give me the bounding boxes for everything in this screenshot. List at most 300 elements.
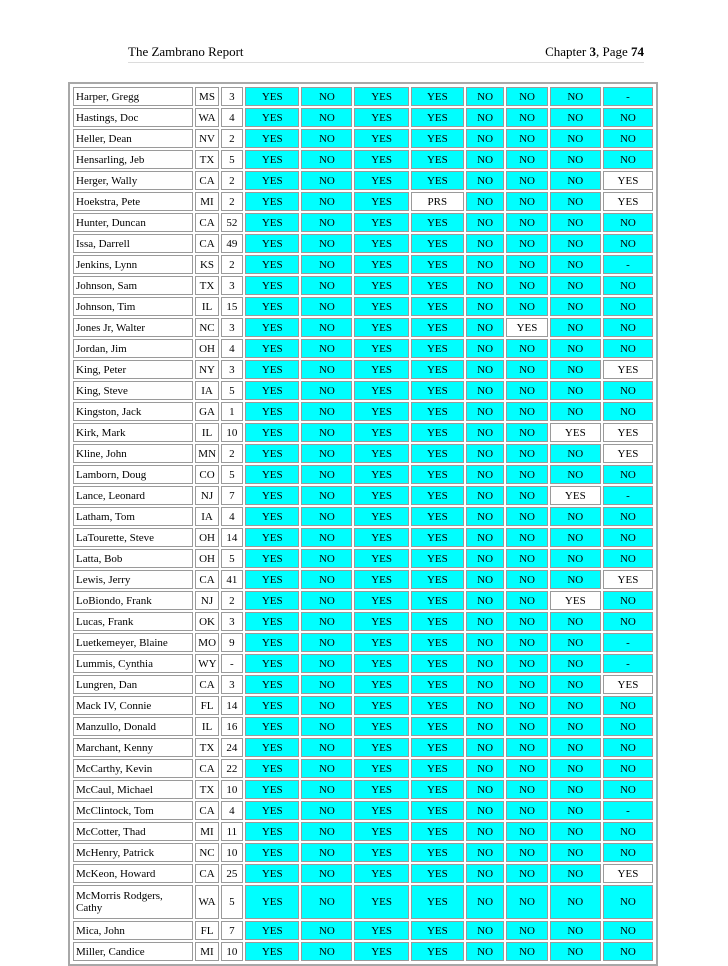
vote-cell: NO	[506, 696, 548, 715]
vote-cell: NO	[301, 675, 352, 694]
vote-cell: NO	[466, 486, 504, 505]
district-cell: 24	[221, 738, 243, 757]
vote-cell: YES	[411, 381, 464, 400]
vote-cell: YES	[354, 822, 408, 841]
member-name-cell: Lamborn, Doug	[73, 465, 193, 484]
vote-cell: YES	[603, 864, 653, 883]
vote-cell: YES	[354, 171, 408, 190]
vote-cell: YES	[245, 297, 299, 316]
member-name-cell: Kingston, Jack	[73, 402, 193, 421]
vote-cell: NO	[301, 654, 352, 673]
district-cell: 3	[221, 87, 243, 106]
district-cell: 5	[221, 465, 243, 484]
member-name-cell: Lungren, Dan	[73, 675, 193, 694]
member-name-cell: Latham, Tom	[73, 507, 193, 526]
vote-cell: YES	[354, 570, 408, 589]
member-name-cell: Johnson, Tim	[73, 297, 193, 316]
table-row	[73, 612, 653, 631]
vote-cell: NO	[466, 255, 504, 274]
state-cell: OH	[195, 339, 218, 358]
vote-cell: YES	[245, 654, 299, 673]
vote-cell: NO	[603, 108, 653, 127]
vote-cell: YES	[411, 843, 464, 862]
vote-cell: NO	[506, 675, 548, 694]
vote-cell: YES	[603, 444, 653, 463]
vote-cell: NO	[301, 738, 352, 757]
table-row	[73, 465, 653, 484]
vote-table	[71, 85, 655, 963]
member-name-cell: Marchant, Kenny	[73, 738, 193, 757]
vote-cell: YES	[354, 276, 408, 295]
district-cell: 1	[221, 402, 243, 421]
vote-cell: NO	[466, 171, 504, 190]
district-cell: 10	[221, 780, 243, 799]
district-cell: 52	[221, 213, 243, 232]
state-cell: CA	[195, 801, 218, 820]
table-row	[73, 87, 653, 106]
vote-cell: NO	[550, 528, 601, 547]
vote-cell: NO	[506, 171, 548, 190]
member-name-cell: Jones Jr, Walter	[73, 318, 193, 337]
vote-cell: NO	[506, 402, 548, 421]
vote-cell: YES	[411, 423, 464, 442]
member-name-cell: McCotter, Thad	[73, 822, 193, 841]
vote-cell: YES	[411, 822, 464, 841]
district-cell: 11	[221, 822, 243, 841]
vote-cell: NO	[466, 864, 504, 883]
vote-cell: NO	[466, 549, 504, 568]
vote-cell: NO	[506, 738, 548, 757]
vote-cell: YES	[354, 801, 408, 820]
vote-cell: NO	[603, 612, 653, 631]
vote-cell: NO	[550, 402, 601, 421]
vote-cell: NO	[506, 885, 548, 919]
vote-cell: NO	[550, 864, 601, 883]
member-name-cell: Latta, Bob	[73, 549, 193, 568]
vote-cell: NO	[301, 486, 352, 505]
vote-cell: NO	[550, 129, 601, 148]
vote-cell: NO	[603, 234, 653, 253]
vote-cell: YES	[354, 423, 408, 442]
table-row	[73, 297, 653, 316]
state-cell: MS	[195, 87, 218, 106]
district-cell: 7	[221, 486, 243, 505]
vote-cell: YES	[245, 150, 299, 169]
vote-cell: NO	[466, 423, 504, 442]
vote-cell: NO	[466, 801, 504, 820]
vote-cell: YES	[411, 528, 464, 547]
vote-cell: YES	[354, 360, 408, 379]
table-row	[73, 864, 653, 883]
vote-cell: NO	[550, 549, 601, 568]
district-cell: 2	[221, 171, 243, 190]
vote-cell: NO	[506, 822, 548, 841]
vote-cell: YES	[245, 87, 299, 106]
vote-cell: YES	[603, 360, 653, 379]
vote-cell: YES	[411, 318, 464, 337]
state-cell: OH	[195, 528, 218, 547]
vote-cell: NO	[466, 87, 504, 106]
table-row	[73, 339, 653, 358]
vote-cell: NO	[466, 402, 504, 421]
vote-cell: NO	[466, 276, 504, 295]
vote-cell: NO	[550, 381, 601, 400]
vote-cell: NO	[466, 654, 504, 673]
vote-cell: YES	[245, 759, 299, 778]
vote-cell: NO	[550, 738, 601, 757]
vote-cell: YES	[245, 402, 299, 421]
vote-cell: YES	[354, 654, 408, 673]
page-prefix: , Page	[595, 44, 631, 59]
vote-cell: NO	[550, 654, 601, 673]
vote-cell: YES	[354, 87, 408, 106]
vote-cell: YES	[411, 801, 464, 820]
vote-cell: NO	[301, 507, 352, 526]
vote-cell: NO	[506, 150, 548, 169]
vote-cell: YES	[245, 192, 299, 211]
vote-cell: YES	[245, 675, 299, 694]
state-cell: NY	[195, 360, 218, 379]
state-cell: WA	[195, 108, 218, 127]
vote-cell: NO	[466, 339, 504, 358]
state-cell: IL	[195, 717, 218, 736]
state-cell: OK	[195, 612, 218, 631]
member-name-cell: Herger, Wally	[73, 171, 193, 190]
vote-cell: NO	[466, 885, 504, 919]
vote-cell: YES	[354, 507, 408, 526]
vote-cell: YES	[245, 381, 299, 400]
vote-cell: YES	[245, 276, 299, 295]
member-name-cell: Issa, Darrell	[73, 234, 193, 253]
member-name-cell: McClintock, Tom	[73, 801, 193, 820]
district-cell: 4	[221, 507, 243, 526]
table-row	[73, 822, 653, 841]
district-cell: 16	[221, 717, 243, 736]
vote-cell: -	[603, 255, 653, 274]
member-name-cell: Heller, Dean	[73, 129, 193, 148]
state-cell: WY	[195, 654, 218, 673]
table-row	[73, 507, 653, 526]
vote-cell: YES	[411, 444, 464, 463]
vote-cell: YES	[411, 87, 464, 106]
vote-cell: YES	[245, 339, 299, 358]
vote-cell: NO	[301, 318, 352, 337]
member-name-cell: McKeon, Howard	[73, 864, 193, 883]
state-cell: MI	[195, 942, 218, 961]
district-cell: 9	[221, 633, 243, 652]
district-cell: 2	[221, 444, 243, 463]
vote-cell: NO	[550, 612, 601, 631]
member-name-cell: McCaul, Michael	[73, 780, 193, 799]
state-cell: MN	[195, 444, 218, 463]
table-row	[73, 129, 653, 148]
vote-cell: YES	[245, 213, 299, 232]
vote-cell: NO	[506, 942, 548, 961]
vote-cell: -	[603, 87, 653, 106]
vote-cell: NO	[301, 759, 352, 778]
vote-cell: YES	[354, 675, 408, 694]
vote-cell: NO	[301, 549, 352, 568]
vote-cell: YES	[411, 402, 464, 421]
vote-cell: NO	[301, 843, 352, 862]
vote-cell: YES	[354, 738, 408, 757]
vote-cell: NO	[550, 297, 601, 316]
vote-cell: YES	[354, 864, 408, 883]
state-cell: CA	[195, 864, 218, 883]
state-cell: IL	[195, 423, 218, 442]
page-reference	[545, 44, 644, 60]
vote-cell: YES	[354, 528, 408, 547]
vote-cell: YES	[245, 717, 299, 736]
vote-cell: YES	[245, 171, 299, 190]
district-cell: 3	[221, 276, 243, 295]
vote-cell: NO	[301, 612, 352, 631]
vote-cell: YES	[354, 234, 408, 253]
table-row	[73, 780, 653, 799]
member-name-cell: Lucas, Frank	[73, 612, 193, 631]
vote-cell: NO	[506, 717, 548, 736]
vote-cell: NO	[301, 339, 352, 358]
vote-cell: NO	[466, 528, 504, 547]
vote-cell: YES	[354, 696, 408, 715]
vote-cell: YES	[245, 255, 299, 274]
district-cell: -	[221, 654, 243, 673]
vote-cell: NO	[466, 717, 504, 736]
district-cell: 15	[221, 297, 243, 316]
vote-cell: YES	[603, 192, 653, 211]
vote-cell: YES	[411, 213, 464, 232]
district-cell: 14	[221, 528, 243, 547]
vote-cell: YES	[411, 738, 464, 757]
vote-cell: YES	[245, 549, 299, 568]
vote-cell: YES	[354, 921, 408, 940]
vote-cell: NO	[550, 465, 601, 484]
district-cell: 3	[221, 612, 243, 631]
table-row	[73, 192, 653, 211]
district-cell: 2	[221, 255, 243, 274]
vote-cell: YES	[603, 171, 653, 190]
vote-cell: NO	[466, 696, 504, 715]
vote-cell: YES	[245, 633, 299, 652]
member-name-cell: Hoekstra, Pete	[73, 192, 193, 211]
state-cell: MI	[195, 822, 218, 841]
vote-cell: YES	[411, 612, 464, 631]
table-row	[73, 234, 653, 253]
vote-cell: NO	[550, 276, 601, 295]
district-cell: 5	[221, 381, 243, 400]
vote-cell: YES	[411, 465, 464, 484]
vote-cell: YES	[354, 150, 408, 169]
district-cell: 22	[221, 759, 243, 778]
vote-cell: YES	[354, 255, 408, 274]
vote-cell: NO	[550, 444, 601, 463]
vote-cell: NO	[603, 213, 653, 232]
vote-cell: NO	[550, 942, 601, 961]
vote-cell: YES	[245, 921, 299, 940]
state-cell: TX	[195, 738, 218, 757]
vote-cell: NO	[301, 780, 352, 799]
vote-cell: YES	[411, 129, 464, 148]
vote-cell: YES	[354, 759, 408, 778]
state-cell: MO	[195, 633, 218, 652]
member-name-cell: Hastings, Doc	[73, 108, 193, 127]
vote-cell: NO	[603, 822, 653, 841]
vote-cell: YES	[603, 570, 653, 589]
vote-cell: NO	[550, 507, 601, 526]
vote-cell: YES	[603, 675, 653, 694]
vote-cell: NO	[301, 444, 352, 463]
vote-cell: YES	[411, 339, 464, 358]
vote-cell: NO	[466, 129, 504, 148]
vote-cell: YES	[411, 360, 464, 379]
table-row	[73, 486, 653, 505]
vote-cell: NO	[550, 696, 601, 715]
district-cell: 25	[221, 864, 243, 883]
state-cell: NV	[195, 129, 218, 148]
table-row	[73, 843, 653, 862]
vote-cell: NO	[301, 528, 352, 547]
district-cell: 2	[221, 591, 243, 610]
table-row	[73, 633, 653, 652]
vote-table-frame	[68, 82, 658, 966]
table-row	[73, 108, 653, 127]
state-cell: CA	[195, 171, 218, 190]
vote-cell: -	[603, 486, 653, 505]
state-cell: CO	[195, 465, 218, 484]
vote-cell: NO	[550, 213, 601, 232]
vote-cell: NO	[550, 87, 601, 106]
table-row	[73, 570, 653, 589]
state-cell: FL	[195, 696, 218, 715]
vote-cell: NO	[506, 507, 548, 526]
state-cell: NJ	[195, 486, 218, 505]
vote-cell: YES	[354, 444, 408, 463]
vote-cell: NO	[301, 276, 352, 295]
vote-cell: YES	[354, 339, 408, 358]
vote-cell: YES	[245, 843, 299, 862]
table-row	[73, 444, 653, 463]
district-cell: 10	[221, 423, 243, 442]
vote-cell: NO	[506, 234, 548, 253]
vote-cell: NO	[506, 843, 548, 862]
vote-cell: NO	[506, 612, 548, 631]
vote-cell: NO	[506, 780, 548, 799]
state-cell: TX	[195, 780, 218, 799]
table-row	[73, 255, 653, 274]
chapter-prefix: Chapter	[545, 44, 590, 59]
vote-cell: NO	[301, 717, 352, 736]
vote-cell: YES	[411, 885, 464, 919]
vote-cell: YES	[411, 234, 464, 253]
vote-cell: YES	[506, 318, 548, 337]
vote-cell: NO	[466, 108, 504, 127]
vote-cell: NO	[550, 759, 601, 778]
vote-cell: YES	[354, 297, 408, 316]
vote-cell: NO	[301, 402, 352, 421]
vote-cell: YES	[411, 549, 464, 568]
state-cell: CA	[195, 570, 218, 589]
vote-cell: NO	[301, 465, 352, 484]
vote-cell: YES	[245, 591, 299, 610]
vote-cell: NO	[506, 108, 548, 127]
vote-cell: NO	[550, 675, 601, 694]
vote-cell: NO	[301, 255, 352, 274]
vote-cell: NO	[603, 738, 653, 757]
vote-cell: NO	[301, 171, 352, 190]
vote-cell: YES	[550, 423, 601, 442]
state-cell: IA	[195, 507, 218, 526]
vote-cell: NO	[603, 318, 653, 337]
state-cell: IA	[195, 381, 218, 400]
district-cell: 49	[221, 234, 243, 253]
vote-cell: YES	[411, 255, 464, 274]
vote-cell: NO	[466, 570, 504, 589]
vote-cell: NO	[301, 633, 352, 652]
vote-cell: YES	[411, 276, 464, 295]
table-row	[73, 423, 653, 442]
vote-cell: NO	[603, 717, 653, 736]
vote-cell: YES	[411, 696, 464, 715]
vote-cell: NO	[466, 234, 504, 253]
member-name-cell: Kline, John	[73, 444, 193, 463]
vote-cell: NO	[550, 192, 601, 211]
district-cell: 5	[221, 150, 243, 169]
vote-cell: NO	[466, 465, 504, 484]
vote-cell: NO	[301, 150, 352, 169]
vote-cell: YES	[354, 381, 408, 400]
member-name-cell: McCarthy, Kevin	[73, 759, 193, 778]
vote-cell: NO	[603, 696, 653, 715]
vote-cell: NO	[466, 507, 504, 526]
vote-cell: NO	[466, 444, 504, 463]
vote-cell: NO	[550, 921, 601, 940]
table-row	[73, 885, 653, 919]
vote-cell: NO	[466, 612, 504, 631]
vote-cell: NO	[466, 381, 504, 400]
vote-cell: NO	[550, 822, 601, 841]
vote-cell: NO	[506, 192, 548, 211]
district-cell: 4	[221, 108, 243, 127]
vote-cell: NO	[603, 381, 653, 400]
vote-cell: YES	[245, 528, 299, 547]
member-name-cell: King, Steve	[73, 381, 193, 400]
vote-cell: NO	[603, 843, 653, 862]
vote-cell: YES	[550, 486, 601, 505]
vote-cell: NO	[466, 213, 504, 232]
vote-cell: YES	[354, 402, 408, 421]
state-cell: CA	[195, 675, 218, 694]
vote-cell: NO	[603, 528, 653, 547]
vote-cell: YES	[354, 612, 408, 631]
vote-cell: NO	[603, 591, 653, 610]
vote-cell: -	[603, 801, 653, 820]
vote-cell: NO	[550, 717, 601, 736]
state-cell: CA	[195, 234, 218, 253]
vote-cell: NO	[466, 591, 504, 610]
vote-cell: NO	[550, 318, 601, 337]
table-row	[73, 360, 653, 379]
member-name-cell: McMorris Rodgers, Cathy	[73, 885, 193, 919]
district-cell: 4	[221, 801, 243, 820]
vote-cell: YES	[411, 633, 464, 652]
vote-cell: YES	[354, 942, 408, 961]
state-cell: CA	[195, 759, 218, 778]
vote-cell: NO	[301, 423, 352, 442]
vote-cell: YES	[411, 717, 464, 736]
vote-cell: YES	[245, 801, 299, 820]
vote-cell: NO	[301, 822, 352, 841]
table-row	[73, 381, 653, 400]
